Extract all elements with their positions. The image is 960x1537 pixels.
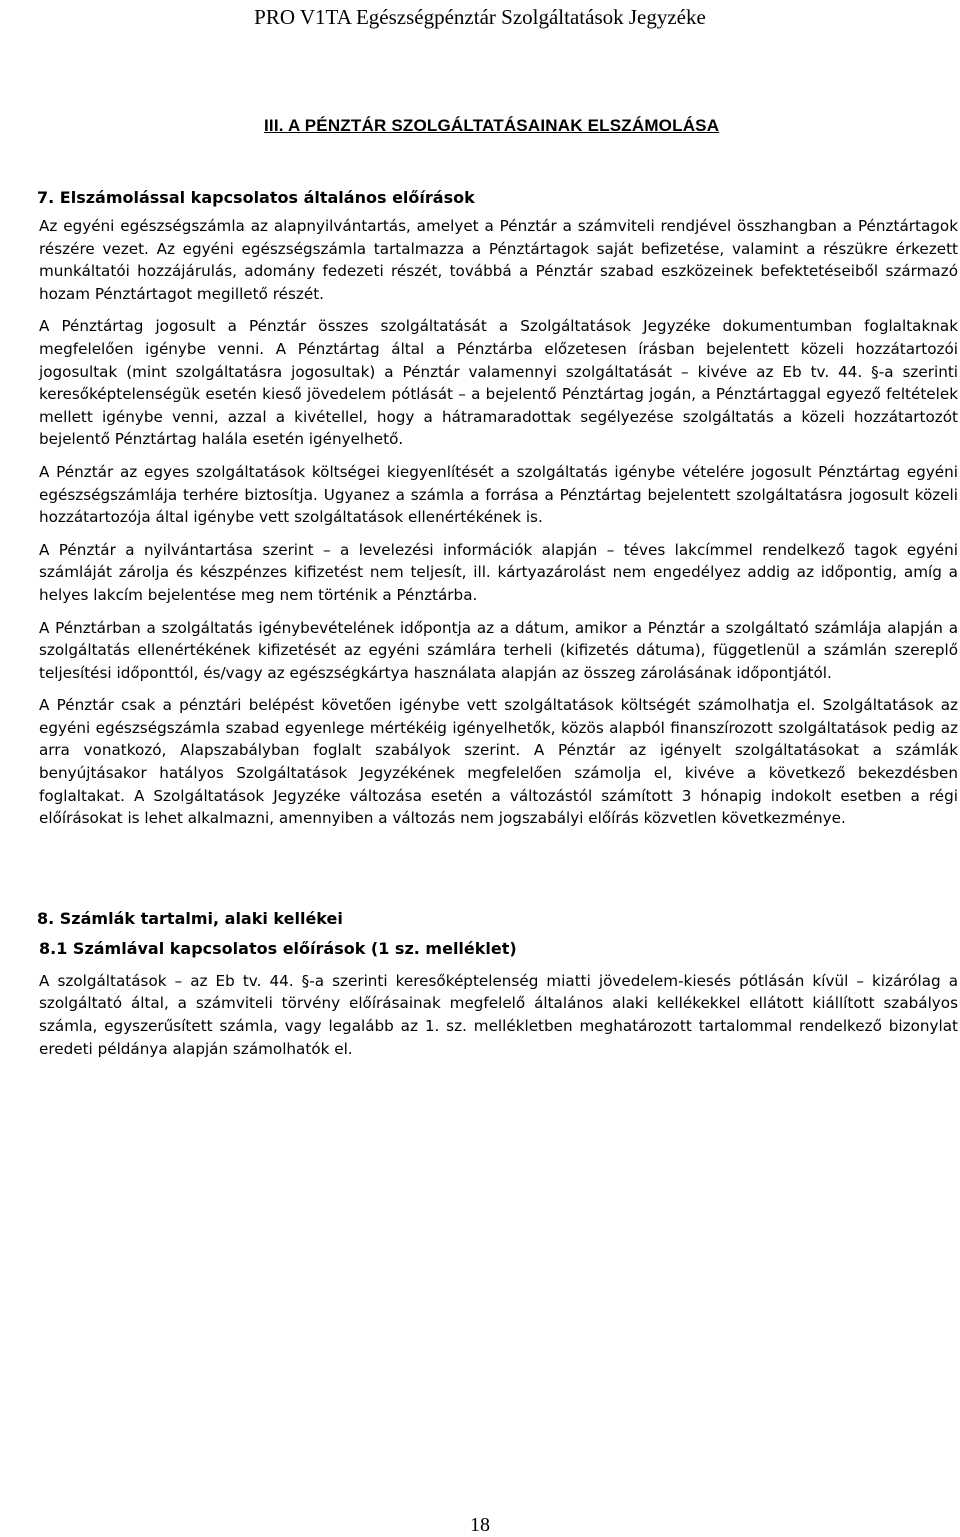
paragraph: A szolgáltatások – az Eb tv. 44. §-a szerinti keresőképtelenség miatti jövedelem-kiesés pótlásán kívül – kizárólag a szolgáltató által, a számviteli törvény előírásainak megfelelő általános alaki kellékekkel ellátott kiállított szabályos számla, egyszerűsített számla, vagy legalább az 1. sz. mellékletben meghatározott tartalommal rendelkező bizonylat eredeti példánya alapján számolhatók el. [39, 971, 958, 1058]
paragraph: Az egyéni egészségszámla az alapnyilvántartás, amelyet a Pénztár a számviteli rendjével összhangban a Pénztártagok részére vezet. Az egyéni egészségszámla tartalmazza a Pénztártagok saját befizetése, valamint a részükre érkezett munkáltatói hozzájárulás, adomány fedezeti részét, továbbá a Pénztár szabad eszközeinek befektetéseiből származó hozam Pénztártagot megillető részét. [39, 217, 958, 303]
section-title: III. A PÉNZTÁR SZOLGÁLTATÁSAINAK ELSZÁMOLÁSA [264, 116, 720, 135]
subsection-heading: 8.1 Számlával kapcsolatos előírások (1 sz. melléklet) [39, 938, 517, 958]
paragraph: A Pénztár csak a pénztári belépést követően igénybe vett szolgáltatások költségét számolhatja el. Szolgáltatások az egyéni egészségszámla szabad egyenlege mértékéig igényelhetők, közös alapból finanszírozott szolgáltatások pedig az arra vonatkozó, Alapszabályban foglalt szabályok szerint. A Pénztár az igényelt szolgáltatásokat a számlák benyújtásakor hatályos Szolgáltatások Jegyzékének megfelelően számolja el, kivéve a következő bekezdésben foglaltakat. A Szolgáltatások Jegyzéke változása esetén a változástól számított 3 hónapig indokolt esetben a régi előírásokat is lehet alkalmazni, amennyiben a változás nem jogszabályi előírás közvetlen következménye. [39, 696, 958, 828]
paragraph: A Pénztártag jogosult a Pénztár összes szolgáltatását a Szolgáltatások Jegyzéke dokumentumban foglaltaknak megfelelően igénybe venni. A Pénztártag által a Pénztárba előzetesen írásban bejelentett közeli hozzátartozói jogosultak (mint szolgáltatásra jogosultak) a Pénztár valamennyi szolgáltatását – kivéve az Eb tv. 44. §-a szerinti keresőképtelenségük esetén kieső jövedelem pótlását – a bejelentő Pénztártag jogán, a Pénztártaggal egyező feltételek mellett igénybe venni, azzal a kivétellel, hogy a hátramaradottak segélyezése szolgáltatás a közeli hozzátartozót bejelentő Pénztártag halála esetén igényelhető. [39, 317, 958, 449]
paragraph: A Pénztár az egyes szolgáltatások költségei kiegyenlítését a szolgáltatás igénybe vételére jogosult Pénztártag egyéni egészségszámlája terhére biztosítja. Ugyanez a számla a forrása a Pénztártag bejelentett szolgáltatásra jogosult közeli hozzátartozója által igénybe vett szolgáltatások ellenértékének is. [39, 462, 958, 527]
paragraph: A Pénztár a nyilvántartása szerint – a levelezési információk alapján – téves lakcímmel rendelkező tagok egyéni számláját zárolja és készpénzes kifizetést nem teljesít, ill. kártyazárolást nem engedélyez addig az időpontig, amíg a helyes lakcím bejelentése meg nem történik a Pénztárba. [39, 540, 958, 604]
page-number: 18 [470, 1514, 490, 1536]
spacer [39, 840, 958, 908]
document-body [39, 187, 958, 1070]
chapter-8-heading: 8. Számlák tartalmi, alaki kellékei [37, 908, 343, 928]
running-header: PRO V1TA Egészségpénztár Szolgáltatások Jegyzéke [254, 5, 706, 29]
chapter-7-heading: 7. Elszámolással kapcsolatos általános előírások [37, 188, 475, 207]
paragraph: A Pénztárban a szolgáltatás igénybevételének időpontja az a dátum, amikor a Pénztár a szolgáltató számlája alapján a szolgáltatás ellenértékének kifizetését az egyéni számlára terheli (kifizetés dátuma), függetlenül a számlán szereplő teljesítési időponttól, és/vagy az egészségkártya használata alapján az összeg zárolásának időpontjától. [39, 618, 958, 682]
